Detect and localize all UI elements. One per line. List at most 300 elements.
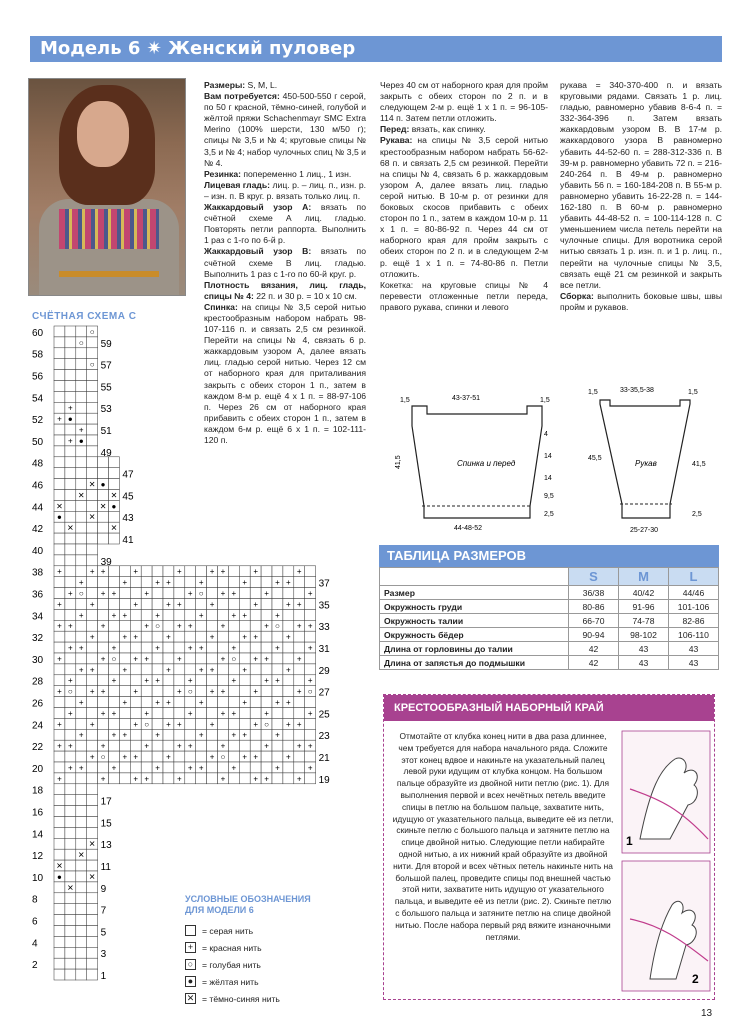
chart-cell xyxy=(185,664,196,675)
legend-item: = серая нить xyxy=(185,922,311,939)
chart-cell xyxy=(207,620,218,631)
chart-symbol: + xyxy=(166,752,171,762)
chart-cell xyxy=(98,599,109,610)
chart-row-label-right: 5 xyxy=(100,927,107,939)
paragraph: Жаккардовый узор А: вязать по счётной схеме А лиц. гладью. Повторять петли раппорта. Выполнить 1 раз с 1-го по 6-й р. xyxy=(204,202,366,246)
chart-row-label-right: 51 xyxy=(100,426,112,437)
chart-cell xyxy=(239,675,250,686)
chart-symbol: + xyxy=(166,578,171,588)
chart-symbol: + xyxy=(187,741,193,751)
chart-symbol: + xyxy=(133,654,139,664)
chart-cell xyxy=(65,784,76,795)
chart-cell xyxy=(228,751,239,762)
chart-cell xyxy=(305,599,316,610)
chart-cell xyxy=(76,533,87,544)
chart-symbol: ○ xyxy=(155,621,160,631)
chart-cell xyxy=(54,631,65,642)
chart-symbol: + xyxy=(220,654,226,664)
chart-symbol: + xyxy=(68,741,73,751)
chart-row-label-left: 54 xyxy=(32,393,44,405)
chart-cell xyxy=(294,664,305,675)
size-table-row xyxy=(380,614,719,628)
chart-cell xyxy=(207,609,218,620)
chart-symbol: + xyxy=(242,578,248,588)
chart-cell xyxy=(283,642,294,653)
chart-symbol: ✕ xyxy=(77,490,85,500)
size-cell: 36/38 xyxy=(569,586,619,600)
chart-cell xyxy=(65,424,76,435)
chart-cell xyxy=(54,729,65,740)
chart-symbol: + xyxy=(89,632,95,642)
chart-symbol: + xyxy=(68,708,73,718)
chart-cell xyxy=(65,718,76,729)
chart-cell xyxy=(261,599,272,610)
chart-cell xyxy=(87,708,98,719)
size-cell: 90-94 xyxy=(569,628,619,642)
back-top-width: 43-37-51 xyxy=(452,395,481,402)
chart-row-label-left: 30 xyxy=(32,654,44,666)
chart-row-label-left: 34 xyxy=(32,611,44,623)
chart-cell xyxy=(87,740,98,751)
chart-symbol: + xyxy=(286,752,291,762)
chart-cell xyxy=(163,686,174,697)
chart-symbol: + xyxy=(286,578,291,588)
chart-symbol: + xyxy=(111,676,117,686)
chart-cell xyxy=(76,511,87,522)
chart-cell xyxy=(305,664,316,675)
chart-cell xyxy=(228,577,239,588)
chart-cell xyxy=(65,817,76,828)
back-right-mid1: 14 xyxy=(544,453,552,460)
chart-cell xyxy=(261,664,272,675)
chart-cell xyxy=(130,588,141,599)
chart-cell xyxy=(54,435,65,446)
chart-cell xyxy=(76,326,87,337)
chart-cell xyxy=(185,631,196,642)
chart-symbol: + xyxy=(57,719,62,729)
chart-cell xyxy=(54,544,65,555)
chart-row-label-left: 28 xyxy=(32,676,44,688)
chart-cell xyxy=(283,686,294,697)
chart-cell xyxy=(218,631,229,642)
chart-cell xyxy=(65,849,76,860)
sleeve-bottom-width: 25-27-30 xyxy=(630,527,659,534)
chart-row-label-right: 37 xyxy=(318,578,330,590)
chart-cell xyxy=(76,915,87,926)
chart-symbol: + xyxy=(242,610,248,620)
chart-cell xyxy=(174,675,185,686)
chart-cell xyxy=(196,686,207,697)
chart-cell xyxy=(54,947,65,958)
back-top-right: 1,5 xyxy=(540,397,550,404)
chart-symbol: + xyxy=(177,719,182,729)
chart-symbol: + xyxy=(307,621,313,631)
chart-cell xyxy=(152,718,163,729)
chart-section-label: СЧЁТНАЯ СХЕМА С xyxy=(32,311,137,322)
chart-symbol: + xyxy=(209,599,215,609)
chart-symbol: + xyxy=(209,567,215,577)
size-header-l: L xyxy=(669,568,719,586)
size-cell: 66-70 xyxy=(569,614,619,628)
chart-cell xyxy=(119,642,130,653)
chart-cell xyxy=(119,762,130,773)
chart-cell xyxy=(250,620,261,631)
chart-cell xyxy=(87,413,98,424)
chart-symbol: + xyxy=(307,708,313,718)
chart-cell xyxy=(163,588,174,599)
chart-cell xyxy=(87,697,98,708)
chart-row-label-right: 1 xyxy=(100,971,107,982)
chart-cell xyxy=(65,599,76,610)
chart-cell xyxy=(261,762,272,773)
chart-row-label-right: 9 xyxy=(100,883,107,895)
chart-cell xyxy=(65,871,76,882)
chart-cell xyxy=(54,838,65,849)
chart-row-label-left: 32 xyxy=(32,633,44,645)
chart-symbol: + xyxy=(296,599,302,609)
chart-cell xyxy=(119,740,130,751)
chart-cell xyxy=(54,708,65,719)
chart-cell xyxy=(54,882,65,893)
chart-cell xyxy=(87,424,98,435)
chart-cell xyxy=(174,664,185,675)
back-left-height: 41,5 xyxy=(395,455,402,469)
chart-cell xyxy=(109,773,120,784)
chart-symbol: + xyxy=(100,708,106,718)
chart-symbol: ○ xyxy=(198,589,204,598)
chart-cell xyxy=(87,969,98,980)
chart-symbol: ✕ xyxy=(66,523,74,533)
chart-cell xyxy=(261,609,272,620)
chart-cell xyxy=(207,653,218,664)
chart-cell xyxy=(54,958,65,969)
chart-symbol: + xyxy=(57,414,62,424)
chart-row-label-right: 7 xyxy=(100,905,107,917)
cast-on-illustrations xyxy=(620,729,712,995)
chart-cell xyxy=(65,511,76,522)
chart-cell xyxy=(261,577,272,588)
chart-cell xyxy=(250,588,261,599)
chart-cell xyxy=(87,958,98,969)
chart-symbol: + xyxy=(155,730,160,740)
chart-row-label-left: 52 xyxy=(32,415,44,427)
chart-cell xyxy=(65,544,76,555)
chart-row-label-left: 36 xyxy=(32,589,44,601)
size-cell: 91-96 xyxy=(619,600,669,614)
chart-row-label-left: 12 xyxy=(32,851,44,863)
chart-row-label-right: 31 xyxy=(318,644,330,655)
chart-symbol: + xyxy=(68,436,73,446)
chart-symbol: + xyxy=(133,687,139,697)
chart-symbol: + xyxy=(78,763,84,773)
chart-cell xyxy=(109,468,120,479)
chart-symbol: + xyxy=(100,567,106,577)
chart-cell xyxy=(54,348,65,359)
chart-symbol: + xyxy=(198,730,204,740)
chart-cell xyxy=(228,773,239,784)
chart-symbol: ✕ xyxy=(66,883,74,893)
paragraph: Сборка: выполнить боковые швы, швы пройм и рукавов. xyxy=(560,290,722,312)
chart-cell xyxy=(65,468,76,479)
chart-cell xyxy=(76,751,87,762)
chart-row-label-right: 27 xyxy=(318,687,330,699)
chart-row-label-right: 49 xyxy=(100,447,112,459)
chart-cell xyxy=(152,566,163,577)
chart-cell xyxy=(305,697,316,708)
chart-symbol: ○ xyxy=(144,719,150,729)
chart-symbol: + xyxy=(286,719,291,729)
chart-cell xyxy=(294,577,305,588)
back-right-bottom1: 9,5 xyxy=(544,493,554,500)
chart-cell xyxy=(163,566,174,577)
chart-symbol: + xyxy=(78,610,84,620)
cross-icon: ✕ xyxy=(186,993,195,1003)
chart-cell xyxy=(76,795,87,806)
chart-symbol: + xyxy=(296,621,302,631)
chart-symbol: ✕ xyxy=(56,501,63,511)
chart-cell xyxy=(130,729,141,740)
chart-cell xyxy=(305,653,316,664)
chart-symbol: + xyxy=(198,578,204,588)
chart-cell xyxy=(98,631,109,642)
chart-cell xyxy=(76,817,87,828)
chart-symbol: + xyxy=(286,632,291,642)
chart-cell xyxy=(218,642,229,653)
chart-symbol: + xyxy=(57,774,62,784)
chart-cell xyxy=(185,599,196,610)
chart-symbol: + xyxy=(198,643,204,653)
chart-cell xyxy=(65,446,76,457)
chart-cell xyxy=(283,653,294,664)
chart-cell xyxy=(65,500,76,511)
chart-row-label-left: 2 xyxy=(32,960,38,972)
chart-symbol: + xyxy=(242,698,248,707)
chart-cell xyxy=(65,490,76,501)
chart-cell xyxy=(87,806,98,817)
chart-cell xyxy=(54,337,65,348)
chart-cell xyxy=(130,740,141,751)
chart-cell xyxy=(272,566,283,577)
chart-cell xyxy=(98,533,109,544)
chart-cell xyxy=(65,773,76,784)
chart-cell xyxy=(141,729,152,740)
paragraph: Рукава: на спицы № 3,5 серой нитью крестообразным набором набрать 56-62-68 п. и связать 2,5 см резинкой. Перейти на спицы № 4, связать 6 р. жаккардовым узором А, далее вязать лиц. гладью серой нитью. В 10-м р. от резинки для боковых скосов прибавить с обеих сторон по 1 п., затем в каждом 10-м р. 11 х 1 п. = 80-86-92 п. Через 44 см от наборного края для пройм закрыть с обеих сторон по 2 п. и в следующем 2-м р. ещё 1 х 1 п. = 74-80-86 п. Петли отложить. xyxy=(380,135,548,279)
size-header-blank xyxy=(380,568,569,586)
chart-cell xyxy=(239,773,250,784)
chart-symbol: + xyxy=(231,610,237,620)
chart-symbol: ● xyxy=(111,501,117,511)
chart-cell xyxy=(109,511,120,522)
chart-cell xyxy=(65,697,76,708)
chart-cell xyxy=(65,926,76,937)
chart-symbol: + xyxy=(89,752,95,762)
chart-cell xyxy=(152,751,163,762)
chart-cell xyxy=(152,773,163,784)
chart-cell xyxy=(87,653,98,664)
chart-cell xyxy=(239,588,250,599)
size-cell: 74-78 xyxy=(619,614,669,628)
chart-symbol: + xyxy=(275,730,280,740)
chart-cell xyxy=(65,533,76,544)
chart-symbol: + xyxy=(242,665,248,675)
chart-cell xyxy=(163,708,174,719)
chart-cell xyxy=(152,631,163,642)
chart-cell xyxy=(54,784,65,795)
size-table-title: ТАБЛИЦА РАЗМЕРОВ xyxy=(379,545,719,567)
chart-symbol: + xyxy=(307,676,313,686)
paragraph: Резинка: попеременно 1 лиц., 1 изн. xyxy=(204,168,352,179)
chart-row-label-left: 60 xyxy=(32,327,44,339)
chart-symbol: + xyxy=(144,676,149,686)
chart-cell xyxy=(119,588,130,599)
chart-cell xyxy=(207,729,218,740)
chart-cell xyxy=(305,729,316,740)
chart-symbol: + xyxy=(155,763,160,773)
chart-cell xyxy=(54,522,65,533)
chart-cell xyxy=(130,762,141,773)
chart-cell xyxy=(109,631,120,642)
back-right-mid2: 14 xyxy=(544,475,552,482)
chart-cell xyxy=(239,620,250,631)
chart-symbol: + xyxy=(166,698,171,707)
chart-cell xyxy=(76,686,87,697)
chart-cell xyxy=(141,642,152,653)
chart-symbol: + xyxy=(89,687,95,697)
chart-symbol: + xyxy=(57,567,62,577)
cast-on-title: КРЕСТООБРАЗНЫЙ НАБОРНЫЙ КРАЙ xyxy=(384,695,714,721)
chart-cell xyxy=(228,740,239,751)
chart-cell xyxy=(87,773,98,784)
chart-cell xyxy=(98,522,109,533)
back-bottom-width: 44-48-52 xyxy=(454,525,483,532)
chart-cell xyxy=(54,468,65,479)
chart-cell xyxy=(141,577,152,588)
chart-cell xyxy=(76,675,87,686)
chart-cell xyxy=(87,817,98,828)
chart-symbol: + xyxy=(296,774,302,784)
chart-row-label-right: 13 xyxy=(100,840,112,852)
model-photo xyxy=(28,78,186,296)
chart-cell xyxy=(54,926,65,937)
chart-symbol: + xyxy=(264,589,269,598)
chart-symbol: + xyxy=(100,687,106,697)
chart-symbol: + xyxy=(253,687,258,697)
size-cell: 98-102 xyxy=(619,628,669,642)
chart-cell xyxy=(109,664,120,675)
chart-cell xyxy=(272,740,283,751)
chart-symbol: + xyxy=(231,676,237,686)
chart-row-label-right: 21 xyxy=(318,753,330,764)
chart-symbol: + xyxy=(253,632,258,642)
chart-cell xyxy=(76,904,87,915)
paragraph: Жаккардовый узор В: вязать по счётной схеме В лиц. гладью. Выполнить 1 раз с 1-го по 60-й круг. р. xyxy=(204,246,366,279)
chart-cell xyxy=(109,686,120,697)
chart-cell xyxy=(207,577,218,588)
chart-cell xyxy=(196,718,207,729)
chart-symbol: + xyxy=(187,621,193,631)
chart-symbol: + xyxy=(68,621,73,631)
chart-cell xyxy=(76,381,87,392)
sleeve-left-height: 45,5 xyxy=(588,455,602,462)
chart-cell xyxy=(228,664,239,675)
chart-row-label-right: 11 xyxy=(100,862,111,873)
chart-cell xyxy=(76,620,87,631)
paragraph: Спинка: на спицы № 3,5 серой нитью крестообразным набором набрать 98-107-116 п. и связать 2,5 см резинкой. Перейти на спицы № 4, связать 6 р. жаккардовым узором А, далее вязать лиц. гладью серой нитью. Через 12 см от наборного края для приталивания закрыть с обеих сторон 1 п., затем в каждом 8-м р. ещё 4 х 1 п. = 88-97-106 п. Через 26 см от наборного края прибавить с обеих сторон 1 п., затем в каждом 6-м р. ещё 6 х 1 п. = 102-111-120 п. xyxy=(204,301,366,445)
chart-cell xyxy=(250,642,261,653)
chart-row-label-right: 57 xyxy=(100,360,112,372)
chart-cell xyxy=(54,849,65,860)
size-cell: 42 xyxy=(569,656,619,670)
chart-cell xyxy=(54,370,65,381)
chart-row-label-right: 35 xyxy=(318,600,330,612)
chart-symbol: + xyxy=(68,676,73,686)
chart-cell xyxy=(250,609,261,620)
chart-cell xyxy=(152,740,163,751)
chart-row-label-right: 59 xyxy=(100,338,112,350)
chart-cell xyxy=(65,326,76,337)
size-header-s: S xyxy=(569,568,619,586)
chart-cell xyxy=(152,653,163,664)
chart-cell xyxy=(250,577,261,588)
chart-cell xyxy=(207,588,218,599)
chart-symbol: + xyxy=(111,610,117,620)
chart-symbol: + xyxy=(133,774,139,784)
chart-cell xyxy=(54,936,65,947)
chart-cell xyxy=(54,751,65,762)
chart-cell xyxy=(250,708,261,719)
chart-symbol: + xyxy=(220,708,226,718)
chart-symbol: ○ xyxy=(89,327,95,337)
chart-cell xyxy=(87,904,98,915)
chart-cell xyxy=(54,402,65,413)
chart-cell xyxy=(65,915,76,926)
chart-symbol: + xyxy=(286,665,291,675)
chart-symbol: + xyxy=(296,719,302,729)
chart-cell xyxy=(196,620,207,631)
chart-cell xyxy=(196,773,207,784)
size-cell: 40/42 xyxy=(619,586,669,600)
photo-belt xyxy=(59,271,159,277)
chart-cell xyxy=(76,926,87,937)
chart-cell xyxy=(65,391,76,402)
chart-cell xyxy=(65,893,76,904)
chart-cell xyxy=(207,762,218,773)
chart-cell xyxy=(196,675,207,686)
chart-cell xyxy=(65,947,76,958)
chart-row-label-left: 26 xyxy=(32,698,44,710)
chart-cell xyxy=(109,577,120,588)
chart-cell xyxy=(76,555,87,566)
paragraph: Вам потребуется: 450-500-550 г серой, по 50 г красной, тёмно-синей, голубой и жёлтой пряжи Schachenmayr SMC Extra Merino (100% шерсти, 130 м/50 г); спицы № 3,5 и № 4; круговые спицы № 3,5 и № 4; набор чулочных спиц № 3,5 и № 4. xyxy=(204,91,366,168)
chart-cell xyxy=(54,675,65,686)
chart-symbol: + xyxy=(307,763,313,773)
chart-symbol: + xyxy=(264,741,269,751)
size-cell: 44/46 xyxy=(669,586,719,600)
chart-symbol: ● xyxy=(78,436,84,446)
chart-cell xyxy=(87,795,98,806)
chart-row-label-right: 3 xyxy=(100,949,107,961)
chart-cell xyxy=(98,664,109,675)
chart-cell xyxy=(272,599,283,610)
chart-cell xyxy=(76,413,87,424)
chart-row-label-right: 39 xyxy=(100,556,112,568)
chart-symbol: + xyxy=(57,621,62,631)
chart-cell xyxy=(76,958,87,969)
size-table-row xyxy=(380,656,719,670)
chart-symbol: + xyxy=(198,698,204,707)
chart-cell xyxy=(305,566,316,577)
size-row-label: Окружность груди xyxy=(380,600,569,614)
